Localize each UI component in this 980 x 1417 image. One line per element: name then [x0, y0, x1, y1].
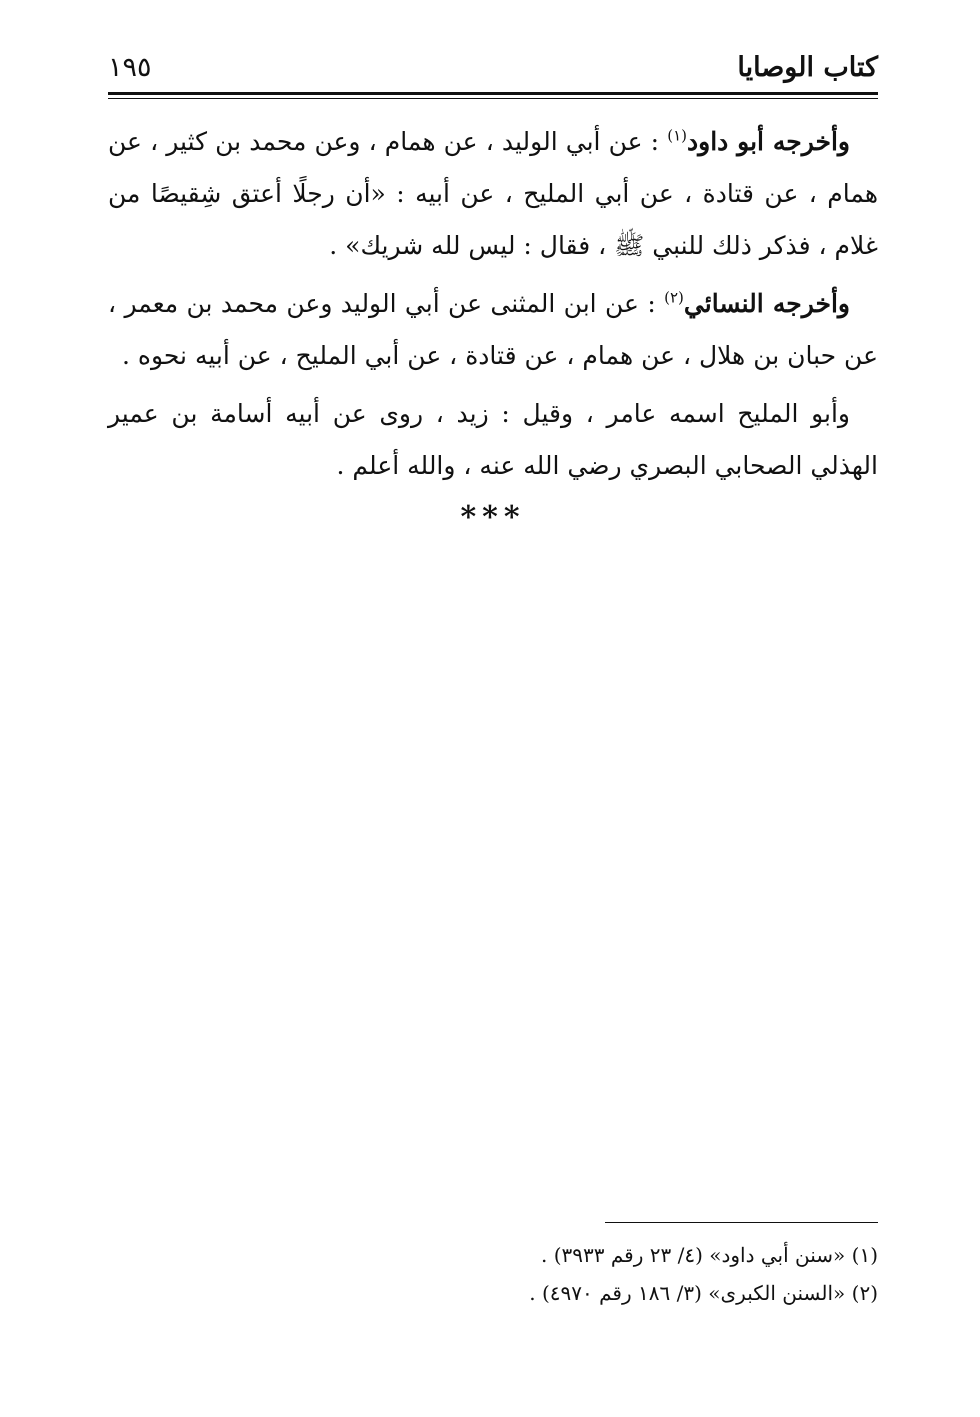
footnote-rule — [605, 1222, 878, 1223]
paragraph-lead: وأخرجه النسائي — [683, 289, 850, 318]
page-number: ١٩٥ — [108, 52, 152, 83]
paragraph-lead: وأخرجه أبو داود — [687, 127, 850, 156]
header-rule — [108, 92, 878, 95]
footnote-ref-2: (٢) — [664, 288, 684, 307]
section-separator: *** — [460, 500, 526, 535]
header-rule-thin — [108, 98, 878, 99]
paragraph-nasai — [108, 278, 878, 382]
paragraph-text: : عن أبي الوليد ، عن همام ، وعن محمد بن كثير ، عن همام ، عن قتادة ، عن أبي المليح ، عن أبيه : «أن رجلًا أعتق شِقيصًا من غلام ، فذكر ذلك للنبي ﷺ ، فقال : ليس لله شريك» . — [108, 127, 878, 260]
paragraph-abu-dawud — [108, 116, 878, 272]
paragraph-text: : عن ابن المثنى عن أبي الوليد وعن محمد بن معمر ، عن حبان بن هلال ، عن همام ، عن قتادة ، عن أبي المليح ، عن أبيه نحوه . — [108, 289, 878, 370]
paragraph-text: وأبو المليح اسمه عامر ، وقيل : زيد ، روى عن أبيه أسامة بن عمير الهذلي الصحابي البصري رضي الله عنه ، والله أعلم . — [108, 399, 878, 480]
book-title: كتاب الوصايا — [737, 52, 878, 83]
main-text — [108, 116, 878, 498]
footnote-2: (٢) «السنن الكبرى» (٣/ ١٨٦ رقم ٤٩٧٠) . — [529, 1281, 878, 1305]
page-header — [108, 44, 878, 92]
footnotes — [108, 1236, 878, 1312]
paragraph-abu-al-malih — [108, 388, 878, 492]
footnote-1: (١) «سنن أبي داود» (٤/ ٢٣ رقم ٣٩٣٣) . — [540, 1243, 878, 1267]
footnote-ref-1: (١) — [667, 126, 688, 145]
